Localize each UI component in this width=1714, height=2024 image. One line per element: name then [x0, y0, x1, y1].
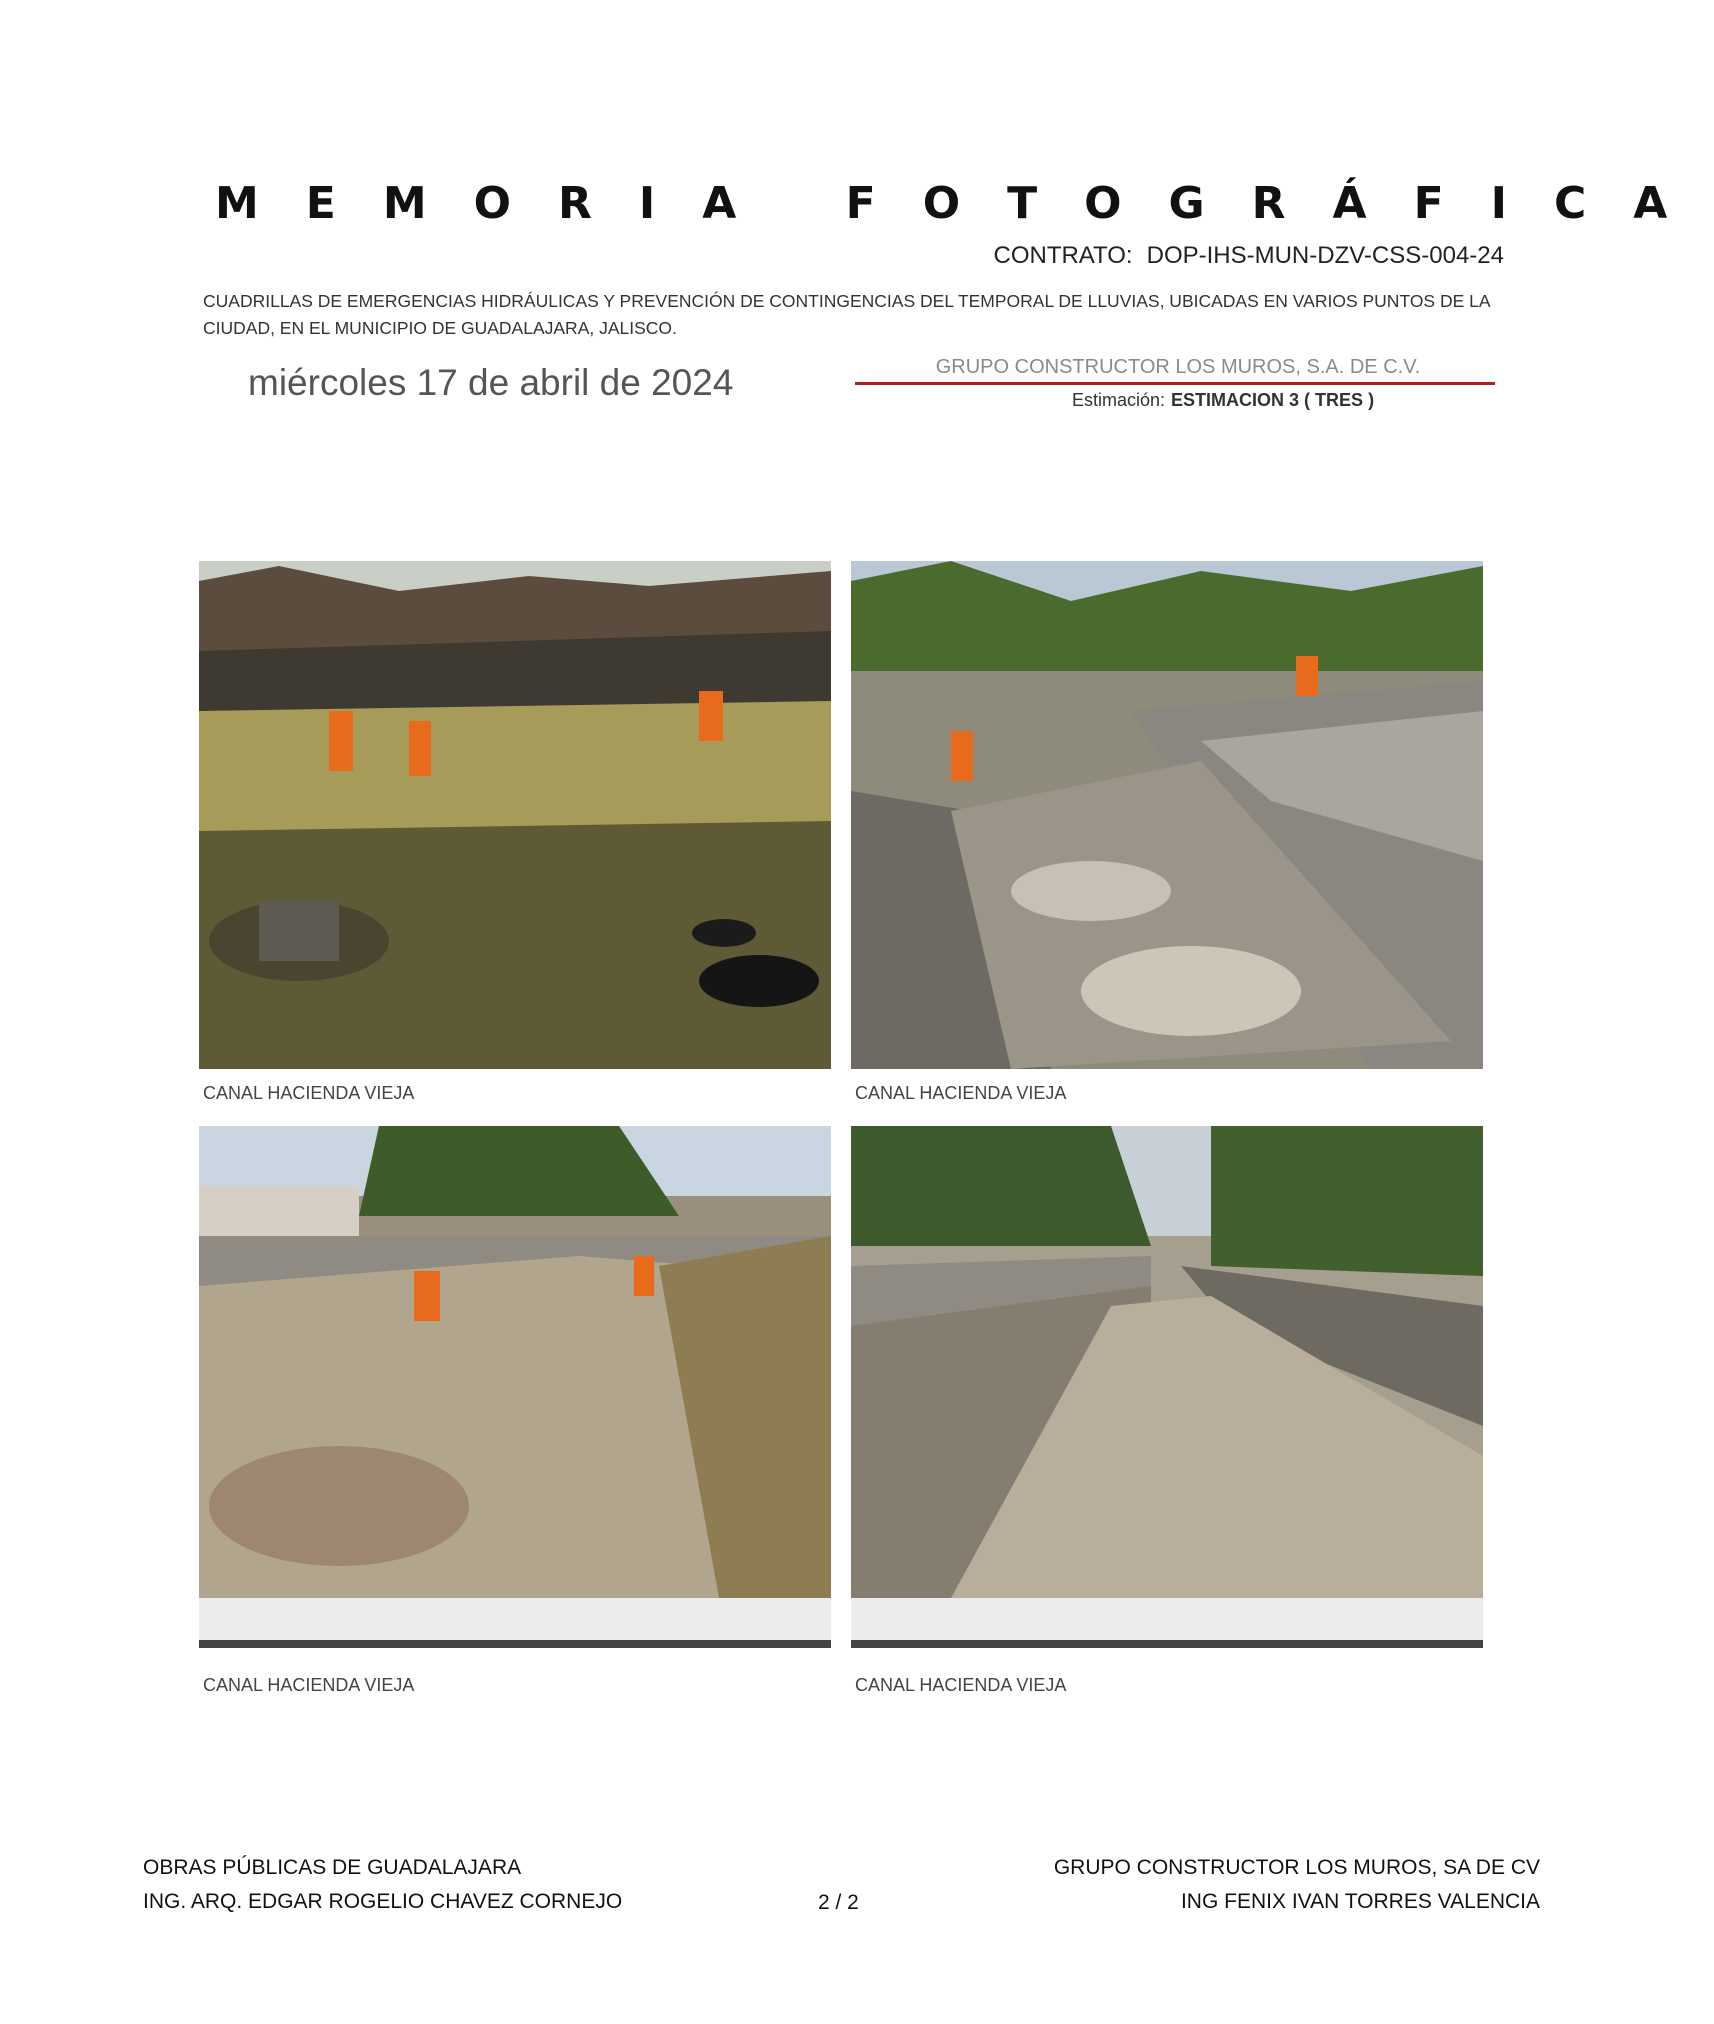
caption-band-line [851, 1640, 1483, 1648]
photo-canal-1 [199, 561, 831, 1069]
photo-canal-2 [851, 561, 1483, 1069]
photo-caption: CANAL HACIENDA VIEJA [203, 1083, 415, 1103]
project-description: CUADRILLAS DE EMERGENCIAS HIDRÁULICAS Y PREVENCIÓN DE CONTINGENCIAS DEL TEMPORAL DE LLUVIAS, UBICADAS EN VARIOS PUNTOS DE LA CIUDAD, EN EL MUNICIPIO DE GUADALAJARA, JALISCO. [203, 291, 1490, 338]
photo-canal-3 [199, 1126, 831, 1598]
caption-band-line [199, 1640, 831, 1648]
report-date: miércoles 17 de abril de 2024 [248, 362, 734, 403]
page-title: MEMORIA FOTOGRÁFICA [215, 178, 1714, 229]
caption-band [199, 1598, 831, 1640]
photo-caption: CANAL HACIENDA VIEJA [855, 1083, 1067, 1103]
footer-left-person: ING. ARQ. EDGAR ROGELIO CHAVEZ CORNEJO [143, 1890, 623, 1913]
footer-left-org: OBRAS PÚBLICAS DE GUADALAJARA [143, 1856, 522, 1879]
caption-band [851, 1598, 1483, 1640]
company-name: GRUPO CONSTRUCTOR LOS MUROS, S.A. DE C.V. [935, 356, 1421, 378]
estimation-value: ESTIMACION 3 ( TRES ) [1171, 390, 1375, 410]
estimation-line [1072, 390, 1374, 411]
contract-label: CONTRATO: [993, 242, 1133, 269]
contract-line [993, 242, 1504, 270]
contract-number: DOP-IHS-MUN-DZV-CSS-004-24 [1146, 242, 1504, 269]
header-divider [855, 382, 1495, 385]
page-number: 2 / 2 [818, 1891, 859, 1914]
footer-right-person: ING FENIX IVAN TORRES VALENCIA [1180, 1890, 1540, 1913]
footer-right [1054, 1851, 1540, 1919]
photo-caption: CANAL HACIENDA VIEJA [203, 1675, 415, 1695]
footer-right-org: GRUPO CONSTRUCTOR LOS MUROS, SA DE CV [1053, 1856, 1540, 1879]
photo-canal-4 [851, 1126, 1483, 1598]
photo-caption: CANAL HACIENDA VIEJA [855, 1675, 1067, 1695]
footer-left [143, 1851, 622, 1919]
estimation-label: Estimación: [1072, 390, 1166, 410]
